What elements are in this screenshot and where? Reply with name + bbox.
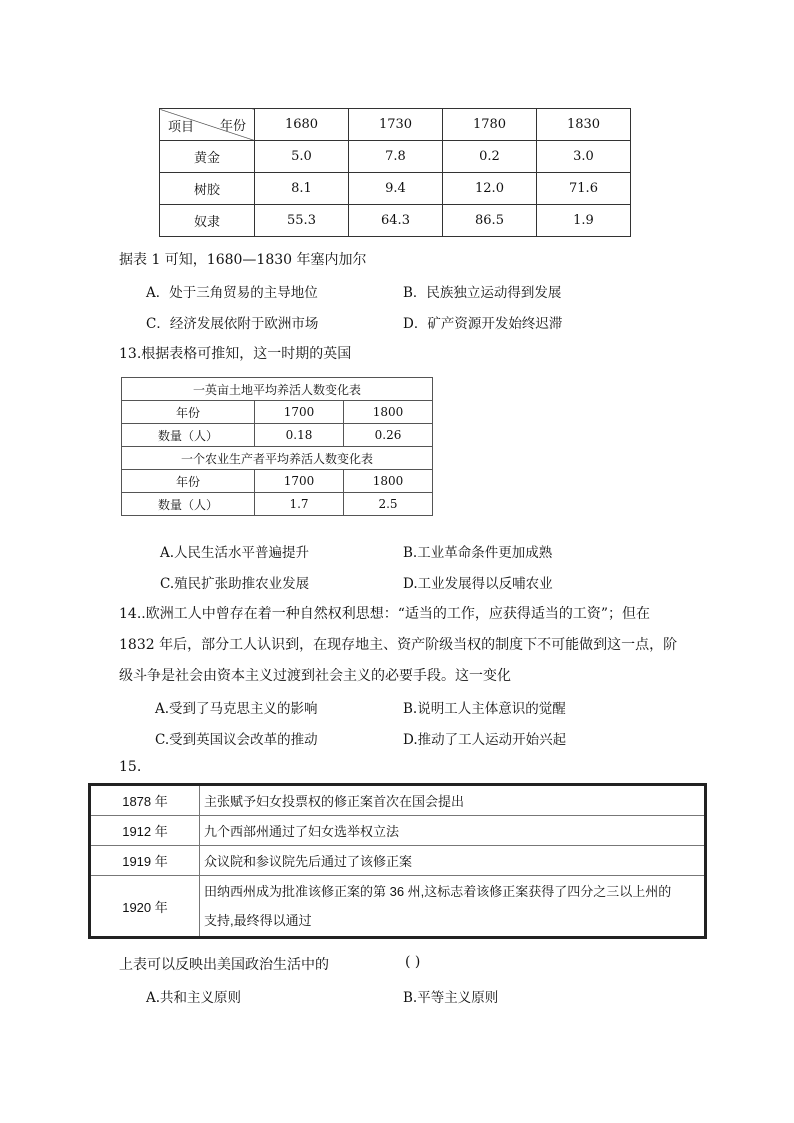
- year-cell: 1912 年: [90, 816, 200, 846]
- event-cell: [200, 876, 706, 938]
- table-row: [90, 816, 706, 846]
- year-header: 1800: [344, 470, 433, 493]
- q12-option-d[interactable]: D．矿产资源开发始终迟滞: [403, 316, 563, 332]
- q14-option-b[interactable]: B.说明工人主体意识的觉醒: [403, 701, 566, 717]
- q13-option-a[interactable]: A.人民生活水平普遍提升: [160, 545, 310, 561]
- diagonal-header-cell: [160, 109, 255, 141]
- table-cell: 2.5: [344, 493, 433, 516]
- table-row: [90, 785, 706, 816]
- table-cell: 5.0: [255, 141, 349, 173]
- year-header: 1700: [255, 401, 344, 424]
- q15-number: 15.: [119, 759, 142, 775]
- table-cell: 1.9: [537, 205, 631, 237]
- table-cell: 71.6: [537, 173, 631, 205]
- table-cell: 8.1: [255, 173, 349, 205]
- year-label: 年份: [122, 401, 255, 424]
- year-cell: 1919 年: [90, 846, 200, 876]
- row-label: 树胶: [160, 173, 255, 205]
- q14-option-a[interactable]: A.受到了马克思主义的影响: [155, 701, 318, 717]
- table-title: 一英亩土地平均养活人数变化表: [122, 378, 433, 401]
- table-row: [90, 876, 706, 938]
- year-label: 年份: [122, 470, 255, 493]
- table-cell: 0.26: [344, 424, 433, 447]
- q12-stem: 据表 1 可知，1680—1830 年塞内加尔: [119, 252, 367, 268]
- q14-option-d[interactable]: D.推动了工人运动开始兴起: [403, 732, 567, 748]
- year-header: 1780: [443, 109, 537, 141]
- table-cell: 12.0: [443, 173, 537, 205]
- q13-stem: 13.根据表格可推知，这一时期的英国: [119, 346, 352, 362]
- count-label: 数量（人）: [122, 424, 255, 447]
- q13-option-b[interactable]: B.工业革命条件更加成熟: [403, 545, 553, 561]
- table-cell: 3.0: [537, 141, 631, 173]
- row-label: 奴隶: [160, 205, 255, 237]
- table-row: [160, 141, 631, 173]
- year-header: 1800: [344, 401, 433, 424]
- q12-option-a[interactable]: A．处于三角贸易的主导地位: [146, 285, 318, 301]
- agriculture-table: [121, 377, 433, 516]
- event-cell: 众议院和参议院先后通过了该修正案: [200, 846, 706, 876]
- q13-option-d[interactable]: D.工业发展得以反哺农业: [403, 576, 553, 592]
- q14-stem-line: 1832 年后，部分工人认识到，在现存地主、资产阶级当权的制度下不可能做到这一点，阶: [119, 637, 678, 653]
- event-line: 支持,最终得以通过: [204, 913, 312, 928]
- q14-option-c[interactable]: C.受到英国议会改革的推动: [155, 732, 318, 748]
- row-label: 黄金: [160, 141, 255, 173]
- year-header: 1700: [255, 470, 344, 493]
- table-row: [160, 205, 631, 237]
- table-cell: 86.5: [443, 205, 537, 237]
- table-cell: 0.2: [443, 141, 537, 173]
- header-year-label: 年份: [219, 119, 246, 134]
- event-line: 田纳西州成为批准该修正案的第 36 州,这标志着该修正案获得了四分之三以上州的: [204, 884, 672, 899]
- year-cell: 1920 年: [90, 876, 200, 938]
- q12-option-c[interactable]: C．经济发展依附于欧洲市场: [146, 316, 319, 332]
- q14-stem-line: 级斗争是社会由资本主义过渡到社会主义的必要手段。这一变化: [119, 668, 511, 684]
- q13-option-c[interactable]: C.殖民扩张助推农业发展: [160, 576, 310, 592]
- suffrage-timeline-table: [88, 783, 707, 939]
- year-cell: 1878 年: [90, 785, 200, 816]
- table-cell: 1.7: [255, 493, 344, 516]
- event-cell: 主张赋予妇女投票权的修正案首次在国会提出: [200, 785, 706, 816]
- q15-option-a[interactable]: A.共和主义原则: [146, 990, 242, 1006]
- q12-option-b[interactable]: B．民族独立运动得到发展: [403, 285, 562, 301]
- table-cell: 9.4: [349, 173, 443, 205]
- year-header: 1830: [537, 109, 631, 141]
- year-header: 1680: [255, 109, 349, 141]
- event-cell: 九个西部州通过了妇女选举权立法: [200, 816, 706, 846]
- year-header: 1730: [349, 109, 443, 141]
- table-cell: 7.8: [349, 141, 443, 173]
- q15-stem: 上表可以反映出美国政治生活中的: [119, 957, 329, 973]
- table-cell: 55.3: [255, 205, 349, 237]
- table-row: [160, 173, 631, 205]
- q14-stem-line: 14..欧洲工人中曾存在着一种自然权利思想：“适当的工作，应获得适当的工资”；但在: [119, 606, 651, 622]
- table-row: [90, 846, 706, 876]
- export-table: [159, 108, 631, 237]
- header-item-label: 项目: [168, 120, 195, 135]
- table-cell: 64.3: [349, 205, 443, 237]
- answer-paren: ( ): [405, 954, 421, 970]
- count-label: 数量（人）: [122, 493, 255, 516]
- q15-option-b[interactable]: B.平等主义原则: [403, 990, 499, 1006]
- table-cell: 0.18: [255, 424, 344, 447]
- table-title: 一个农业生产者平均养活人数变化表: [122, 447, 433, 470]
